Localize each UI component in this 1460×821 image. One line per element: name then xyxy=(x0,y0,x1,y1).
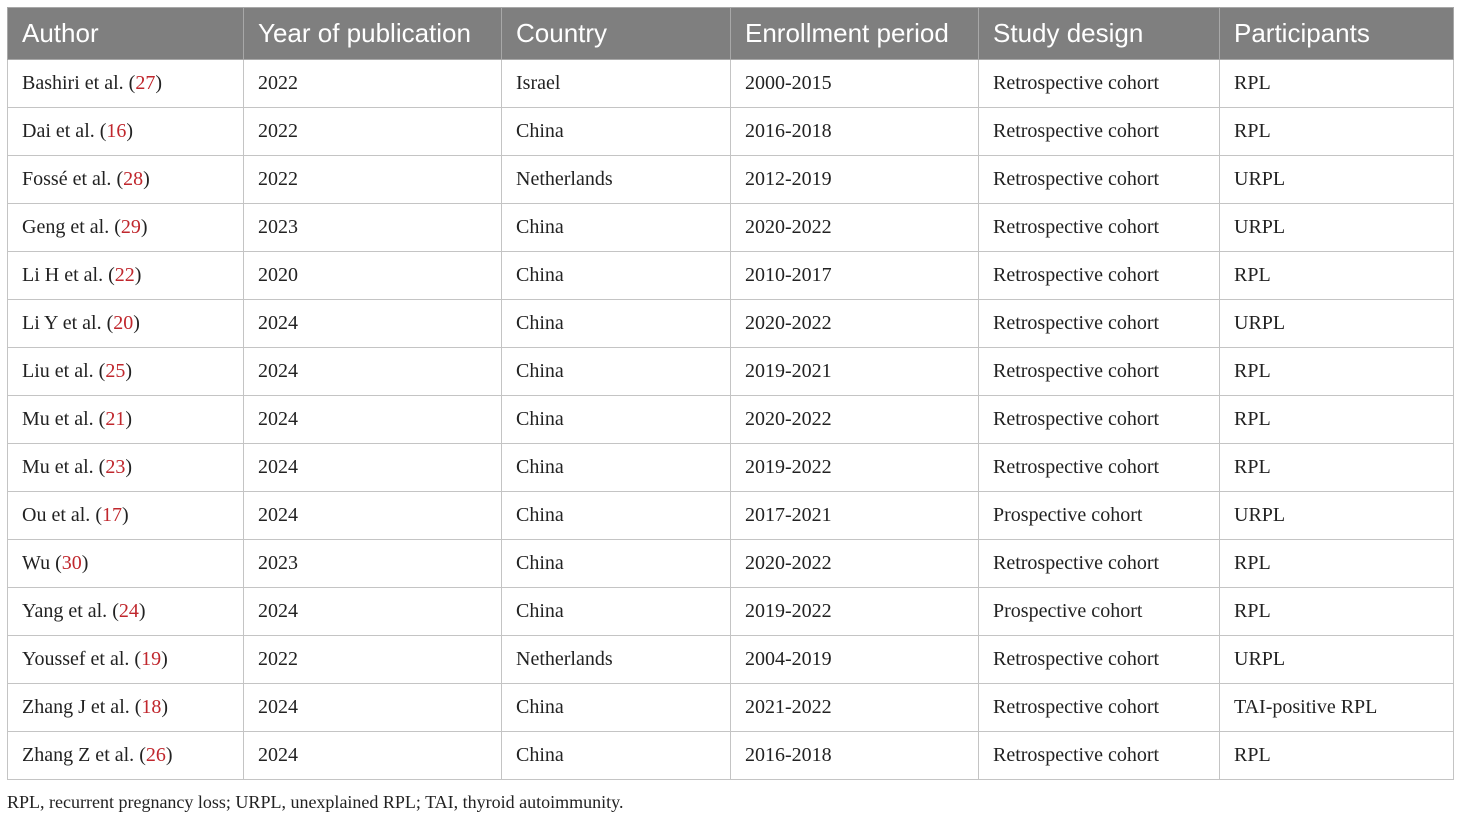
table-row xyxy=(8,108,1454,156)
author-name: Li H et al. xyxy=(22,264,104,286)
author-cell: Wu (30) xyxy=(8,540,244,588)
participants-cell: RPL xyxy=(1220,252,1454,300)
author-name: Mu et al. xyxy=(22,408,94,430)
enrollment-period-cell: 2019-2022 xyxy=(731,588,979,636)
study-design-cell: Retrospective cohort xyxy=(979,108,1220,156)
enrollment-period-cell: 2016-2018 xyxy=(731,108,979,156)
study-design-cell: Retrospective cohort xyxy=(979,348,1220,396)
reference-link[interactable]: 19 xyxy=(141,648,162,670)
participants-cell: RPL xyxy=(1220,60,1454,108)
header-row xyxy=(8,8,1454,60)
study-design-cell: Retrospective cohort xyxy=(979,60,1220,108)
year-cell: 2024 xyxy=(244,588,502,636)
participants-cell: RPL xyxy=(1220,732,1454,780)
author-cell: Liu et al. (25) xyxy=(8,348,244,396)
reference-link[interactable]: 24 xyxy=(118,600,139,622)
year-cell: 2024 xyxy=(244,444,502,492)
reference-link[interactable]: 28 xyxy=(123,168,144,190)
participants-cell: URPL xyxy=(1220,300,1454,348)
table-row xyxy=(8,396,1454,444)
country-cell: China xyxy=(502,396,731,444)
country-cell: China xyxy=(502,204,731,252)
table-row xyxy=(8,684,1454,732)
enrollment-period-cell: 2020-2022 xyxy=(731,204,979,252)
study-design-cell: Retrospective cohort xyxy=(979,444,1220,492)
author-cell: Li Y et al. (20) xyxy=(8,300,244,348)
enrollment-period-cell: 2020-2022 xyxy=(731,540,979,588)
author-name: Bashiri et al. xyxy=(22,72,124,94)
reference-link[interactable]: 26 xyxy=(145,744,166,766)
country-cell: China xyxy=(502,348,731,396)
participants-cell: URPL xyxy=(1220,156,1454,204)
country-cell: Israel xyxy=(502,60,731,108)
author-cell: Mu et al. (21) xyxy=(8,396,244,444)
year-cell: 2024 xyxy=(244,396,502,444)
study-design-cell: Retrospective cohort xyxy=(979,252,1220,300)
reference-link[interactable]: 21 xyxy=(105,408,126,430)
reference-link[interactable]: 22 xyxy=(114,264,135,286)
column-header-country: Country xyxy=(502,8,731,60)
author-cell: Youssef et al. (19) xyxy=(8,636,244,684)
participants-cell: RPL xyxy=(1220,588,1454,636)
reference-link[interactable]: 17 xyxy=(101,504,122,526)
table-row xyxy=(8,348,1454,396)
year-cell: 2023 xyxy=(244,204,502,252)
study-design-cell: Retrospective cohort xyxy=(979,300,1220,348)
country-cell: China xyxy=(502,444,731,492)
table-row xyxy=(8,636,1454,684)
table-row xyxy=(8,204,1454,252)
author-cell: Mu et al. (23) xyxy=(8,444,244,492)
column-header-enrollment-period: Enrollment period xyxy=(731,8,979,60)
reference-link[interactable]: 27 xyxy=(135,72,156,94)
participants-cell: RPL xyxy=(1220,540,1454,588)
reference-link[interactable]: 23 xyxy=(105,456,126,478)
table-row xyxy=(8,492,1454,540)
column-header-study-design: Study design xyxy=(979,8,1220,60)
country-cell: China xyxy=(502,252,731,300)
year-cell: 2024 xyxy=(244,300,502,348)
column-header-year: Year of publication xyxy=(244,8,502,60)
country-cell: Netherlands xyxy=(502,156,731,204)
year-cell: 2022 xyxy=(244,108,502,156)
table-row xyxy=(8,156,1454,204)
enrollment-period-cell: 2000-2015 xyxy=(731,60,979,108)
study-design-cell: Retrospective cohort xyxy=(979,684,1220,732)
study-design-cell: Retrospective cohort xyxy=(979,156,1220,204)
study-design-cell: Retrospective cohort xyxy=(979,540,1220,588)
year-cell: 2023 xyxy=(244,540,502,588)
column-header-participants: Participants xyxy=(1220,8,1454,60)
year-cell: 2022 xyxy=(244,636,502,684)
author-cell: Zhang Z et al. (26) xyxy=(8,732,244,780)
enrollment-period-cell: 2020-2022 xyxy=(731,396,979,444)
author-cell: Zhang J et al. (18) xyxy=(8,684,244,732)
study-design-cell: Prospective cohort xyxy=(979,492,1220,540)
table-row xyxy=(8,444,1454,492)
year-cell: 2020 xyxy=(244,252,502,300)
author-name: Dai et al. xyxy=(22,120,95,142)
author-name: Zhang J et al. xyxy=(22,696,130,718)
participants-cell: URPL xyxy=(1220,204,1454,252)
participants-cell: URPL xyxy=(1220,492,1454,540)
author-name: Wu xyxy=(22,552,51,574)
year-cell: 2024 xyxy=(244,348,502,396)
country-cell: Netherlands xyxy=(502,636,731,684)
column-header-author: Author xyxy=(8,8,244,60)
author-name: Ou et al. xyxy=(22,504,91,526)
author-cell: Yang et al. (24) xyxy=(8,588,244,636)
participants-cell: TAI-positive RPL xyxy=(1220,684,1454,732)
study-design-cell: Retrospective cohort xyxy=(979,732,1220,780)
author-name: Zhang Z et al. xyxy=(22,744,135,766)
author-cell: Bashiri et al. (27) xyxy=(8,60,244,108)
author-name: Yang et al. xyxy=(22,600,108,622)
year-cell: 2022 xyxy=(244,156,502,204)
reference-link[interactable]: 18 xyxy=(141,696,162,718)
study-design-cell: Retrospective cohort xyxy=(979,636,1220,684)
reference-link[interactable]: 29 xyxy=(120,216,141,238)
participants-cell: RPL xyxy=(1220,396,1454,444)
table-row xyxy=(8,252,1454,300)
author-name: Fossé et al. xyxy=(22,168,112,190)
participants-cell: URPL xyxy=(1220,636,1454,684)
author-cell: Li H et al. (22) xyxy=(8,252,244,300)
enrollment-period-cell: 2020-2022 xyxy=(731,300,979,348)
study-design-cell: Prospective cohort xyxy=(979,588,1220,636)
table-footnote: RPL, recurrent pregnancy loss; URPL, unexplained RPL; TAI, thyroid autoimmunity. xyxy=(7,792,624,812)
author-cell: Fossé et al. (28) xyxy=(8,156,244,204)
table-row xyxy=(8,540,1454,588)
author-cell: Dai et al. (16) xyxy=(8,108,244,156)
country-cell: China xyxy=(502,588,731,636)
table-row xyxy=(8,732,1454,780)
study-characteristics-table xyxy=(7,7,1454,780)
reference-link[interactable]: 25 xyxy=(105,360,126,382)
enrollment-period-cell: 2012-2019 xyxy=(731,156,979,204)
author-name: Geng et al. xyxy=(22,216,110,238)
participants-cell: RPL xyxy=(1220,348,1454,396)
enrollment-period-cell: 2017-2021 xyxy=(731,492,979,540)
participants-cell: RPL xyxy=(1220,444,1454,492)
author-name: Liu et al. xyxy=(22,360,94,382)
table-row xyxy=(8,300,1454,348)
author-name: Li Y et al. xyxy=(22,312,102,334)
country-cell: China xyxy=(502,108,731,156)
study-design-cell: Retrospective cohort xyxy=(979,396,1220,444)
author-cell: Geng et al. (29) xyxy=(8,204,244,252)
enrollment-period-cell: 2021-2022 xyxy=(731,684,979,732)
reference-link[interactable]: 16 xyxy=(106,120,127,142)
enrollment-period-cell: 2010-2017 xyxy=(731,252,979,300)
country-cell: China xyxy=(502,300,731,348)
reference-link[interactable]: 20 xyxy=(113,312,134,334)
enrollment-period-cell: 2019-2022 xyxy=(731,444,979,492)
enrollment-period-cell: 2016-2018 xyxy=(731,732,979,780)
table-body xyxy=(8,60,1454,780)
year-cell: 2024 xyxy=(244,684,502,732)
author-cell: Ou et al. (17) xyxy=(8,492,244,540)
year-cell: 2022 xyxy=(244,60,502,108)
country-cell: China xyxy=(502,540,731,588)
enrollment-period-cell: 2019-2021 xyxy=(731,348,979,396)
year-cell: 2024 xyxy=(244,732,502,780)
country-cell: China xyxy=(502,732,731,780)
reference-link[interactable]: 30 xyxy=(61,552,82,574)
country-cell: China xyxy=(502,684,731,732)
table-row xyxy=(8,60,1454,108)
study-design-cell: Retrospective cohort xyxy=(979,204,1220,252)
author-name: Mu et al. xyxy=(22,456,94,478)
table-header xyxy=(8,8,1454,60)
table-row xyxy=(8,588,1454,636)
country-cell: China xyxy=(502,492,731,540)
enrollment-period-cell: 2004-2019 xyxy=(731,636,979,684)
participants-cell: RPL xyxy=(1220,108,1454,156)
author-name: Youssef et al. xyxy=(22,648,130,670)
study-characteristics-table-container xyxy=(7,7,1453,780)
year-cell: 2024 xyxy=(244,492,502,540)
